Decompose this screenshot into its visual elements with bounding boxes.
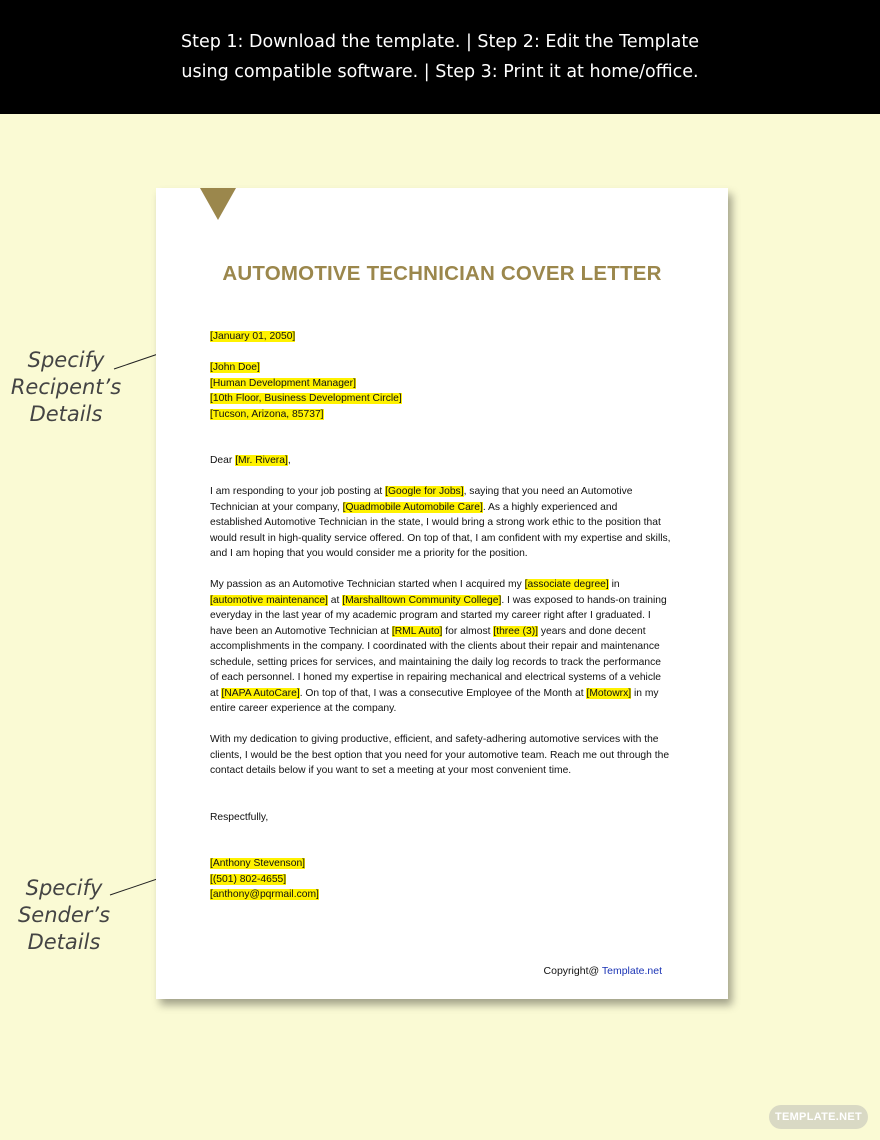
sender-email-field[interactable]: [anthony@pqrmail.com]	[210, 889, 319, 900]
recipient-name-field[interactable]: [John Doe]	[210, 362, 260, 373]
copyright-notice: Copyright@ Template.net	[543, 965, 662, 977]
previous-employer-field[interactable]: [NAPA AutoCare]	[221, 687, 300, 699]
recipient-address-line2-field[interactable]: [Tucson, Arizona, 85737]	[210, 408, 324, 420]
closing: Respectfully,	[210, 811, 269, 823]
sender-name-field[interactable]: [Anthony Stevenson]	[210, 858, 306, 869]
recipient-address-line1-field[interactable]: [10th Floor, Business Development Circle]	[210, 393, 402, 404]
salutation-name-field[interactable]: [Mr. Rivera]	[235, 455, 288, 466]
recipient-details-annotation: Specify Recipent’s Details	[10, 348, 122, 426]
sender-details-annotation: Specify Sender’s Details	[17, 876, 111, 954]
years-field[interactable]: [three (3)]	[493, 625, 538, 637]
banner-line-2: using compatible software. | Step 3: Print it at home/office.	[181, 62, 699, 82]
paragraph-1: I am responding to your job posting at [Google for Jobs], saying that you need an Automotive Technician at your company, [Quadmobile Automobile Care]. As a highly experienced and established Automotive Technician in the state, I would bring a strong work ethic to the position that would result in high-quality service offered. On top of that, I am confident with my expertise and skills, and I am hoping that you would consider me a priority for the position.	[210, 486, 671, 559]
paragraph-3: With my dedication to giving productive, efficient, and safety-adhering automotive services with the clients, I would be the best option that you need for your automotive team. Reach me out through the contact details below if you want to set a meeting at your most convenient time.	[210, 734, 670, 776]
award-company-field[interactable]: [Motowrx]	[586, 687, 632, 699]
company-name-field[interactable]: [Quadmobile Automobile Care]	[342, 501, 483, 513]
banner-line-1: Step 1: Download the template. | Step 2: Edit the Template	[180, 32, 699, 52]
letter-page	[156, 188, 728, 999]
employer-field[interactable]: [RML Auto]	[391, 625, 443, 637]
job-source-field[interactable]: [Google for Jobs]	[385, 486, 464, 497]
recipient-position-field[interactable]: [Human Development Manager]	[210, 377, 356, 389]
template-net-link[interactable]: Template.net	[601, 965, 662, 977]
triangle-marker-icon	[200, 188, 236, 220]
letter-title: AUTOMOTIVE TECHNICIAN COVER LETTER	[222, 262, 662, 285]
school-field[interactable]: [Marshalltown Community College]	[342, 594, 502, 606]
letter-body	[210, 329, 672, 918]
paragraph-2: My passion as an Automotive Technician started when I acquired my [associate degree] in [automotive maintenance] at [Marshalltown Community College]. I was exposed to hands-on training everyday in the last year of my academic program and started my career right after I graduated. I have been an Automotive Technician at [RML Auto] for almost [three (3)] years and done decent accomplishments in the company. I coordinated with the clients about their repair and maintenance schedule, setting prices for services, and maintaining the daily log records to track the performance of each personnel. I honed my expertise in repairing mechanical and electrical systems of a vehicle at [NAPA AutoCare]. On top of that, I was a consecutive Employee of the Month at [Motowrx] in my entire career experience at the company.	[210, 579, 667, 714]
degree-field[interactable]: [associate degree]	[524, 579, 609, 590]
date-field[interactable]: [January 01, 2050]	[210, 331, 296, 342]
template-net-watermark: TEMPLATE.NET	[769, 1105, 868, 1129]
major-field[interactable]: [automotive maintenance]	[210, 594, 328, 606]
salutation: Dear [Mr. Rivera],	[210, 455, 291, 466]
sender-phone-field[interactable]: [(501) 802-4655]	[210, 873, 287, 885]
